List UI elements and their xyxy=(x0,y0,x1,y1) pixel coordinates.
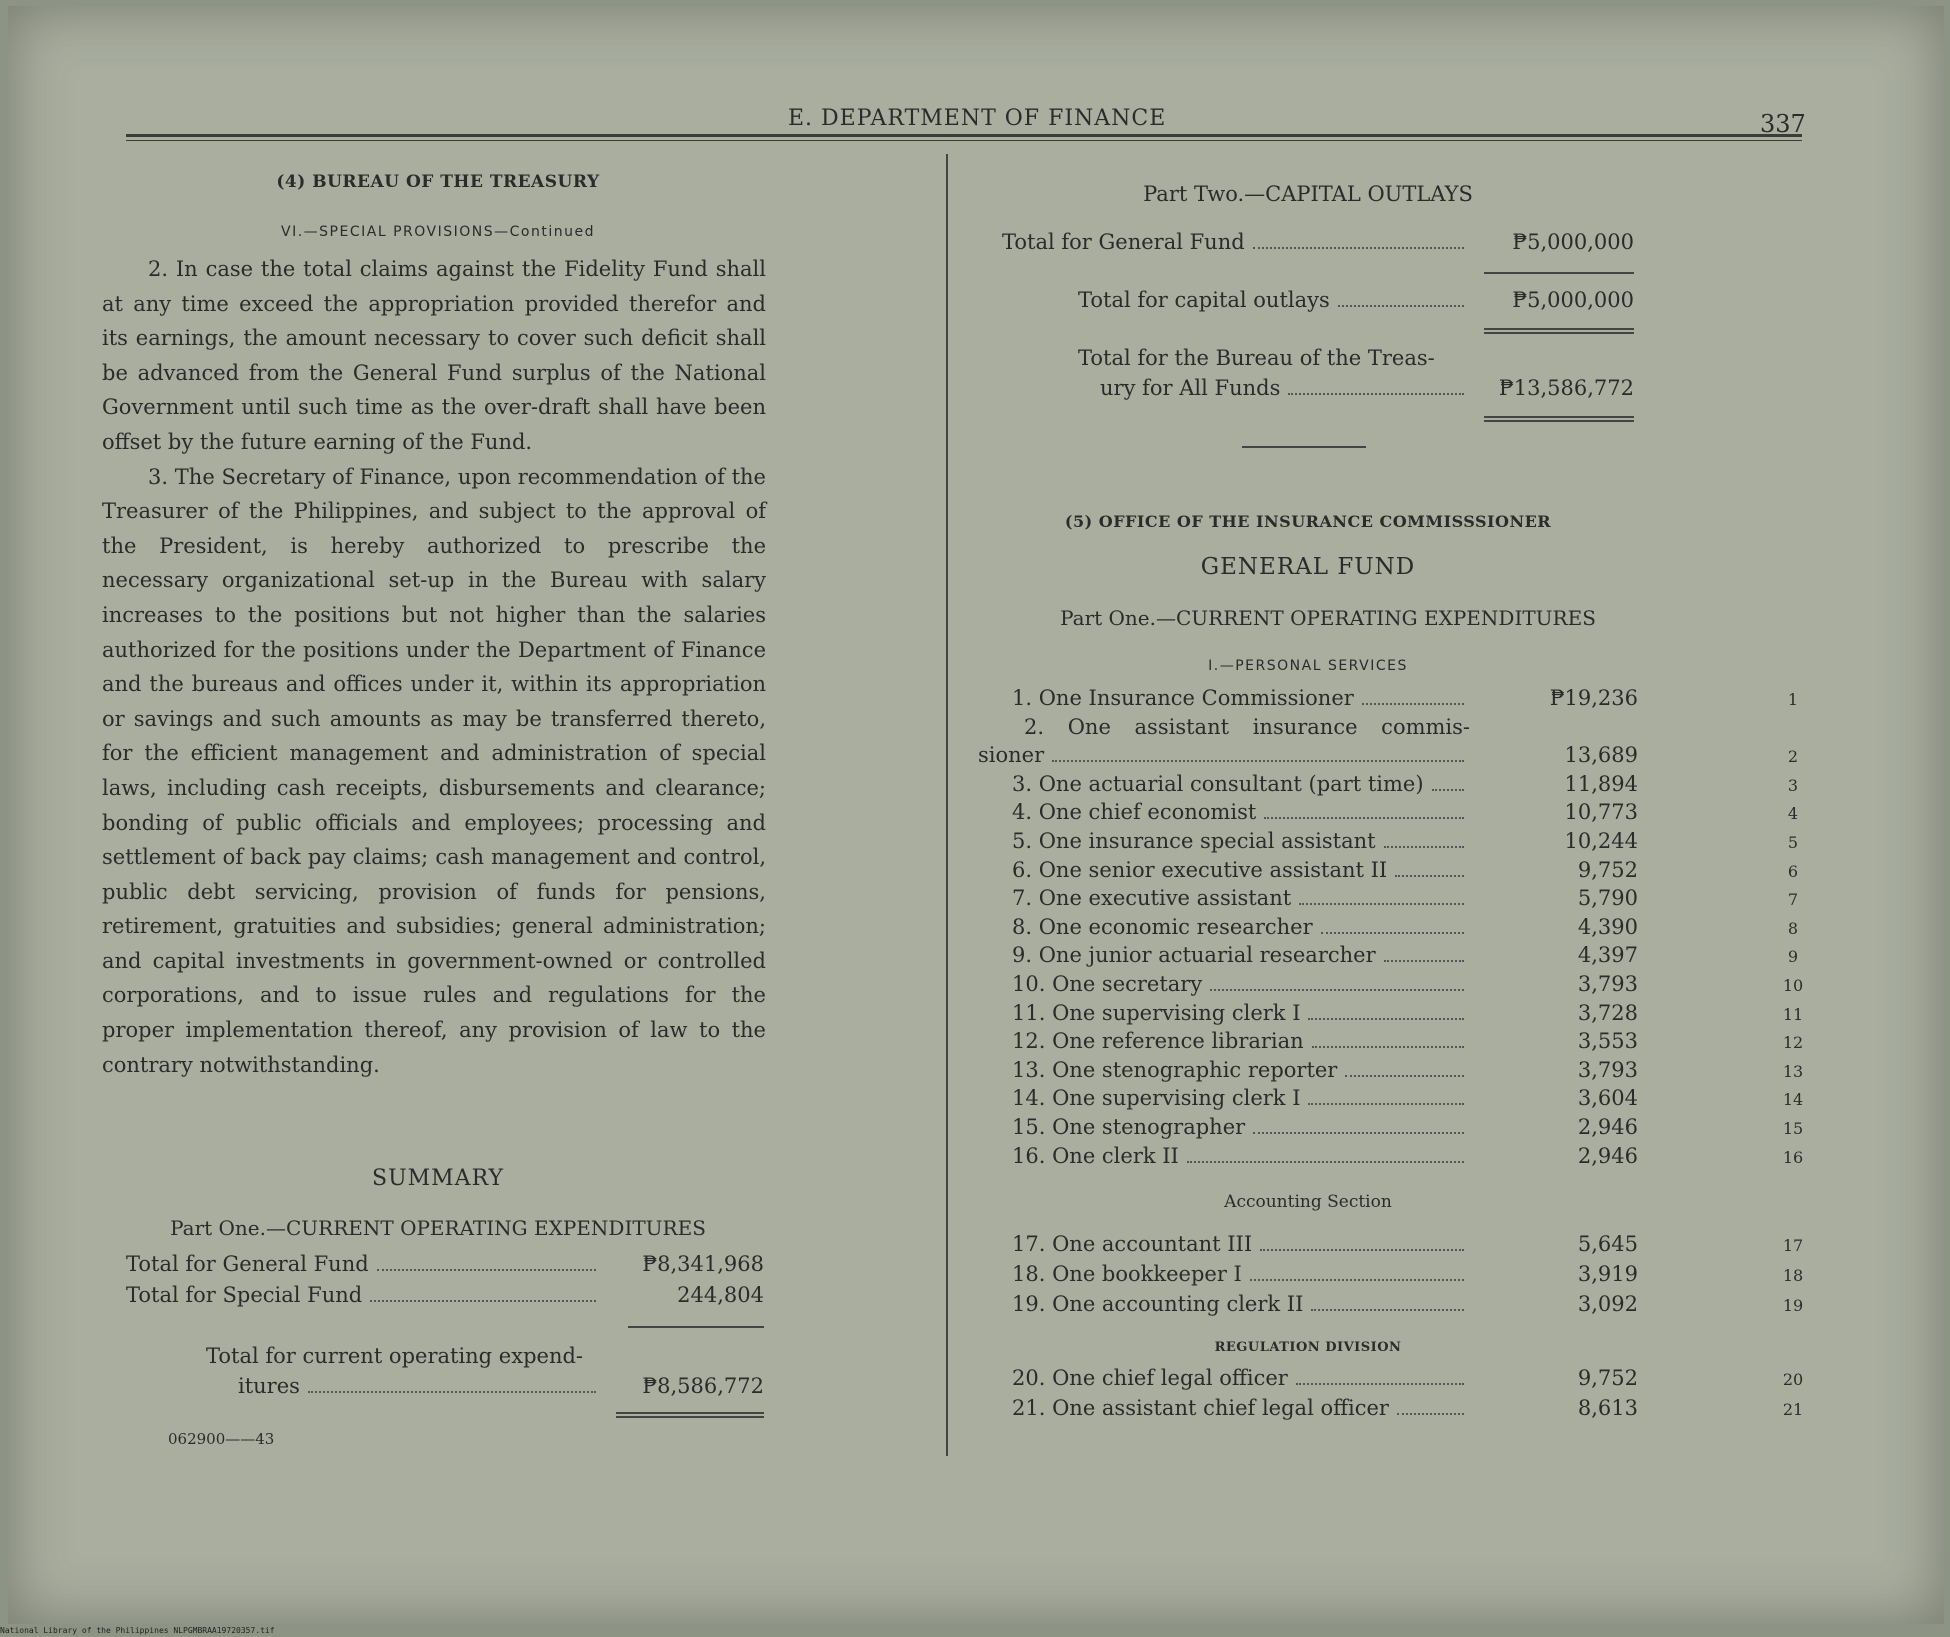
line-item xyxy=(1012,1001,1470,1025)
line-number: 14 xyxy=(1782,1090,1804,1110)
line-item-label: 18. One bookkeeper I xyxy=(1012,1262,1242,1286)
summary-general-fund-value: ₱8,341,968 xyxy=(642,1252,764,1276)
line-number: 7 xyxy=(1787,890,1799,910)
line-item-amount: 3,092 xyxy=(1577,1292,1638,1316)
paragraph-3: 3. The Secretary of Finance, upon recommendation of the Treasurer of the Philippines, and subject to the approval of the President, is hereby authorized to prescribe the necessary organizational set-up in the Bureau with salary increases to the positions but not higher than the salaries authorized for the positions under the Department of Finance and the bureaus and offices under it, within its appropriation or savings and such amounts as may be transferred thereto, for the efficient management and administration of special laws, including cash receipts, disbursements and clearance; bonding of public officials and employees; processing and settlement of back pay claims; cash management and control, public debt servicing, provision of funds for pensions, retirement, gratuities and subsidies; general administration; and capital investments in government-owned or controlled corporations, and to issue rules and regulations for the proper implementation thereof, any provision of law to the contrary notwithstanding. xyxy=(102,464,766,1077)
summary-subtotal-rule xyxy=(628,1326,764,1328)
capital-outlays-value: ₱5,000,000 xyxy=(1512,288,1634,312)
library-footer: National Library of the Philippines NLPGMBRAA19720357.tif xyxy=(0,1626,275,1635)
line-item-label: 2. One assistant insurance commis- xyxy=(1024,714,1470,739)
summary-total-double-rule xyxy=(616,1412,764,1418)
line-item-amount: 3,793 xyxy=(1577,972,1638,996)
page-number: 337 xyxy=(1760,110,1806,138)
line-item-amount: 3,728 xyxy=(1577,1000,1638,1025)
print-code: 062900——43 xyxy=(168,1430,275,1448)
line-number: 8 xyxy=(1787,918,1799,938)
line-item-amount: 2,946 xyxy=(1577,1115,1638,1139)
line-item-label: 6. One senior executive assistant II xyxy=(1012,857,1388,882)
line-item-label: 21. One assistant chief legal officer xyxy=(1012,1396,1389,1420)
line-item xyxy=(1012,1232,1470,1256)
line-item xyxy=(1012,772,1470,796)
line-item xyxy=(1012,972,1470,996)
column-divider xyxy=(946,154,948,1456)
line-item-label: 5. One insurance special assistant xyxy=(1012,829,1376,853)
accounting-section-heading: Accounting Section xyxy=(1224,1192,1392,1212)
line-item xyxy=(1012,1292,1470,1316)
regulation-division-heading: REGULATION DIVISION xyxy=(1214,1340,1402,1355)
line-number: 11 xyxy=(1782,1004,1804,1024)
provisions-text xyxy=(102,252,766,1082)
summary-part-one: Part One.—CURRENT OPERATING EXPENDITURES xyxy=(170,1216,706,1240)
line-item-label: 1. One Insurance Commissioner xyxy=(1012,686,1354,710)
line-item xyxy=(1012,1115,1470,1139)
line-item-label: 14. One supervising clerk I xyxy=(1012,1086,1301,1111)
line-number: 9 xyxy=(1787,947,1799,967)
document-page xyxy=(8,6,1944,1624)
line-number: 19 xyxy=(1782,1296,1804,1315)
line-item-amount: 9,752 xyxy=(1577,857,1638,882)
line-item-label: 17. One accountant III xyxy=(1012,1232,1253,1256)
line-number: 20 xyxy=(1782,1370,1804,1389)
line-item xyxy=(1012,943,1470,967)
line-number: 15 xyxy=(1782,1119,1804,1138)
line-item xyxy=(1012,858,1470,882)
summary-special-fund-value: 244,804 xyxy=(677,1283,764,1307)
line-item-amount: 10,244 xyxy=(1564,829,1638,853)
running-header: E. DEPARTMENT OF FINANCE xyxy=(788,106,1167,131)
current-operating-heading: Part One.—CURRENT OPERATING EXPENDITURES xyxy=(1060,606,1596,630)
line-number: 18 xyxy=(1782,1266,1804,1285)
summary-total-current: itures xyxy=(238,1374,602,1398)
bureau-total-label-1: Total for the Bureau of the Treas- xyxy=(1078,346,1435,370)
line-item-label: 13. One stenographic reporter xyxy=(1012,1057,1338,1082)
general-fund-heading: GENERAL FUND xyxy=(1200,554,1416,580)
line-item-amount: 5,645 xyxy=(1577,1232,1638,1256)
line-item-label: 4. One chief economist xyxy=(1012,800,1257,825)
line-item-label: 11. One supervising clerk I xyxy=(1012,1000,1301,1025)
line-item-amount: 5,790 xyxy=(1577,886,1638,911)
line-item-label: 12. One reference librarian xyxy=(1012,1029,1304,1054)
line-item-label: 19. One accounting clerk II xyxy=(1012,1292,1304,1316)
line-item-label: 10. One secretary xyxy=(1012,972,1203,996)
line-item-label: 9. One junior actuarial researcher xyxy=(1012,943,1376,968)
line-item-label: 15. One stenographer xyxy=(1012,1115,1246,1139)
line-item-label: 3. One actuarial consultant (part time) xyxy=(1012,771,1424,796)
line-number: 3 xyxy=(1787,775,1799,795)
capital-subtotal-rule xyxy=(1484,272,1634,274)
special-provisions-heading: VI.—SPECIAL PROVISIONS—Continued xyxy=(281,224,595,240)
line-number: 13 xyxy=(1782,1061,1804,1081)
line-item-amount: 9,752 xyxy=(1577,1366,1638,1390)
bureau-total-double-rule xyxy=(1484,416,1634,422)
line-item-amount: 3,604 xyxy=(1577,1086,1638,1111)
line-number: 12 xyxy=(1782,1033,1804,1053)
line-item-amount: ₱19,236 xyxy=(1549,686,1638,710)
line-item xyxy=(1012,1366,1470,1390)
header-rule xyxy=(126,134,1802,137)
line-item-amount: 3,553 xyxy=(1577,1029,1638,1054)
line-item-label: 7. One executive assistant xyxy=(1012,886,1292,911)
bureau-title: (4) BUREAU OF THE TREASURY xyxy=(276,172,600,192)
line-item-amount: 8,613 xyxy=(1577,1396,1638,1420)
line-number: 4 xyxy=(1787,804,1799,824)
summary-total-current-value: ₱8,586,772 xyxy=(642,1374,764,1398)
line-item xyxy=(1012,1058,1470,1082)
line-item xyxy=(1012,1029,1470,1053)
line-item-amount: 10,773 xyxy=(1564,800,1638,825)
bureau-total-value: ₱13,586,772 xyxy=(1498,376,1634,400)
line-item-amount: 13,689 xyxy=(1564,743,1638,768)
line-number: 2 xyxy=(1787,747,1799,767)
line-item-label: 20. One chief legal officer xyxy=(1012,1366,1288,1390)
capital-general-fund-value: ₱5,000,000 xyxy=(1512,230,1634,254)
line-number: 1 xyxy=(1787,690,1799,709)
line-item-label: sioner xyxy=(978,743,1045,768)
paragraph-2: 2. In case the total claims against the Fidelity Fund shall at any time exceed the appropriation provided therefor and its earnings, the amount necessary to cover such deficit shall be advanced from the General Fund surplus of the National Government until such time as the over-draft shall have been offset by the future earning of the Fund. xyxy=(102,257,766,454)
summary-general-fund: Total for General Fund xyxy=(126,1252,602,1276)
personal-services-heading: I.—PERSONAL SERVICES xyxy=(1208,658,1408,674)
line-number: 5 xyxy=(1787,833,1799,852)
line-item-amount: 11,894 xyxy=(1564,771,1638,796)
summary-total-label-1: Total for current operating expend- xyxy=(206,1344,584,1368)
line-item xyxy=(1012,1262,1470,1286)
line-item xyxy=(1012,886,1470,910)
line-number: 10 xyxy=(1782,976,1804,995)
line-item xyxy=(1012,1396,1470,1420)
capital-double-rule xyxy=(1484,328,1634,334)
bureau-total: ury for All Funds xyxy=(1100,376,1470,400)
line-item-label: 16. One clerk II xyxy=(1012,1143,1179,1168)
line-item xyxy=(978,743,1470,767)
section-separator xyxy=(1242,446,1366,448)
line-item xyxy=(1012,1144,1470,1168)
line-item xyxy=(1012,686,1470,710)
line-number: 17 xyxy=(1782,1236,1804,1255)
line-item xyxy=(1012,915,1470,939)
line-item-amount: 3,919 xyxy=(1577,1262,1638,1286)
capital-outlays-title: Part Two.—CAPITAL OUTLAYS xyxy=(1143,182,1473,206)
summary-title: SUMMARY xyxy=(372,1166,504,1191)
capital-general-fund: Total for General Fund xyxy=(1002,230,1470,254)
line-number: 21 xyxy=(1782,1400,1804,1419)
line-item-amount: 4,390 xyxy=(1577,914,1638,939)
line-number: 6 xyxy=(1787,861,1799,881)
line-item xyxy=(1012,1086,1470,1110)
header-rule-thin xyxy=(126,140,1802,141)
summary-special-fund: Total for Special Fund xyxy=(126,1283,602,1307)
line-item xyxy=(1012,800,1470,824)
line-item-amount: 3,793 xyxy=(1577,1057,1638,1082)
line-number: 16 xyxy=(1782,1147,1804,1167)
line-item-amount: 4,397 xyxy=(1577,943,1638,968)
line-item-label: 8. One economic researcher xyxy=(1012,914,1313,939)
line-item-amount: 2,946 xyxy=(1577,1143,1638,1168)
line-item xyxy=(1012,829,1470,853)
insurance-office-title: (5) OFFICE OF THE INSURANCE COMMISSSIONER xyxy=(1064,512,1552,531)
capital-outlays-total: Total for capital outlays xyxy=(1078,288,1470,312)
